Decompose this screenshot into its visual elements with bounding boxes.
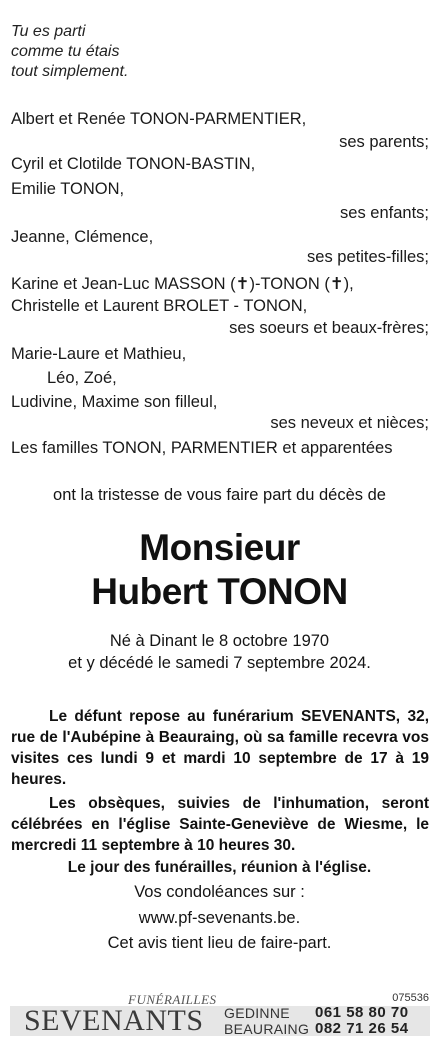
brand-tagline: FUNÉRAILLES <box>128 992 217 1007</box>
condolences-label: Vos condoléances sur : <box>134 883 305 901</box>
family-line: Marie-Laure et Mathieu, <box>11 345 187 363</box>
meeting-note: Le jour des funérailles, réunion à l'église. <box>67 859 372 876</box>
family-line: Les familles TONON, PARMENTIER et apparentées <box>11 439 393 457</box>
family-line: Cyril et Clotilde TONON-BASTIN, <box>11 155 256 173</box>
reference-number: 075536 <box>392 992 429 1004</box>
poem-line: Tu es parti <box>11 23 86 40</box>
location-phone: 082 71 26 54 <box>315 1020 409 1037</box>
family-line: Emilie TONON, <box>11 180 125 198</box>
family-line: Léo, Zoé, <box>47 369 117 387</box>
family-relation: ses neveux et nièces; <box>270 414 429 432</box>
poem-line: tout simplement. <box>11 63 129 80</box>
birth-info: Né à Dinant le 8 octobre 1970 <box>109 632 330 650</box>
announcement: ont la tristesse de vous faire part du décès de <box>53 486 386 504</box>
family-relation: ses parents; <box>339 133 429 151</box>
deceased-name: Hubert TONON <box>91 571 348 612</box>
family-relation: ses soeurs et beaux-frères; <box>229 319 429 337</box>
location-city: GEDINNE <box>224 1005 290 1021</box>
notice-text: Cet avis tient lieu de faire-part. <box>107 934 332 952</box>
family-line: Christelle et Laurent BROLET - TONON, <box>11 297 308 315</box>
family-line: Jeanne, Clémence, <box>11 228 154 246</box>
family-relation: ses petites-filles; <box>307 248 429 266</box>
brand-logo: SEVENANTS <box>24 1004 204 1037</box>
family-line: Ludivine, Maxime son filleul, <box>11 393 218 411</box>
location-phone: 061 58 80 70 <box>315 1004 409 1021</box>
poem-line: comme tu étais <box>11 43 120 60</box>
location-city: BEAURAING <box>224 1021 310 1037</box>
funeral-paragraph: Les obsèques, suivies de l'inhumation, seront célébrées en l'église Sainte-Geneviève de Wiesme, le mercredi 11 septembre à 10 heures 30. <box>11 795 429 854</box>
family-relation: ses enfants; <box>340 204 429 222</box>
deceased-title: Monsieur <box>139 527 300 568</box>
viewing-paragraph: Le défunt repose au funérarium SEVENANTS, 32, rue de l'Aubépine à Beauraing, où sa famille recevra vos visites ces lundi 9 et mardi 10 septembre de 17 à 19 heures. <box>11 708 429 788</box>
poem <box>11 22 128 82</box>
death-info: et y décédé le samedi 7 septembre 2024. <box>68 654 371 672</box>
website-link[interactable]: www.pf-sevenants.be. <box>138 909 301 927</box>
family-line: Karine et Jean-Luc MASSON (✝)-TONON (✝), <box>11 275 354 293</box>
family-line: Albert et Renée TONON-PARMENTIER, <box>11 110 307 128</box>
